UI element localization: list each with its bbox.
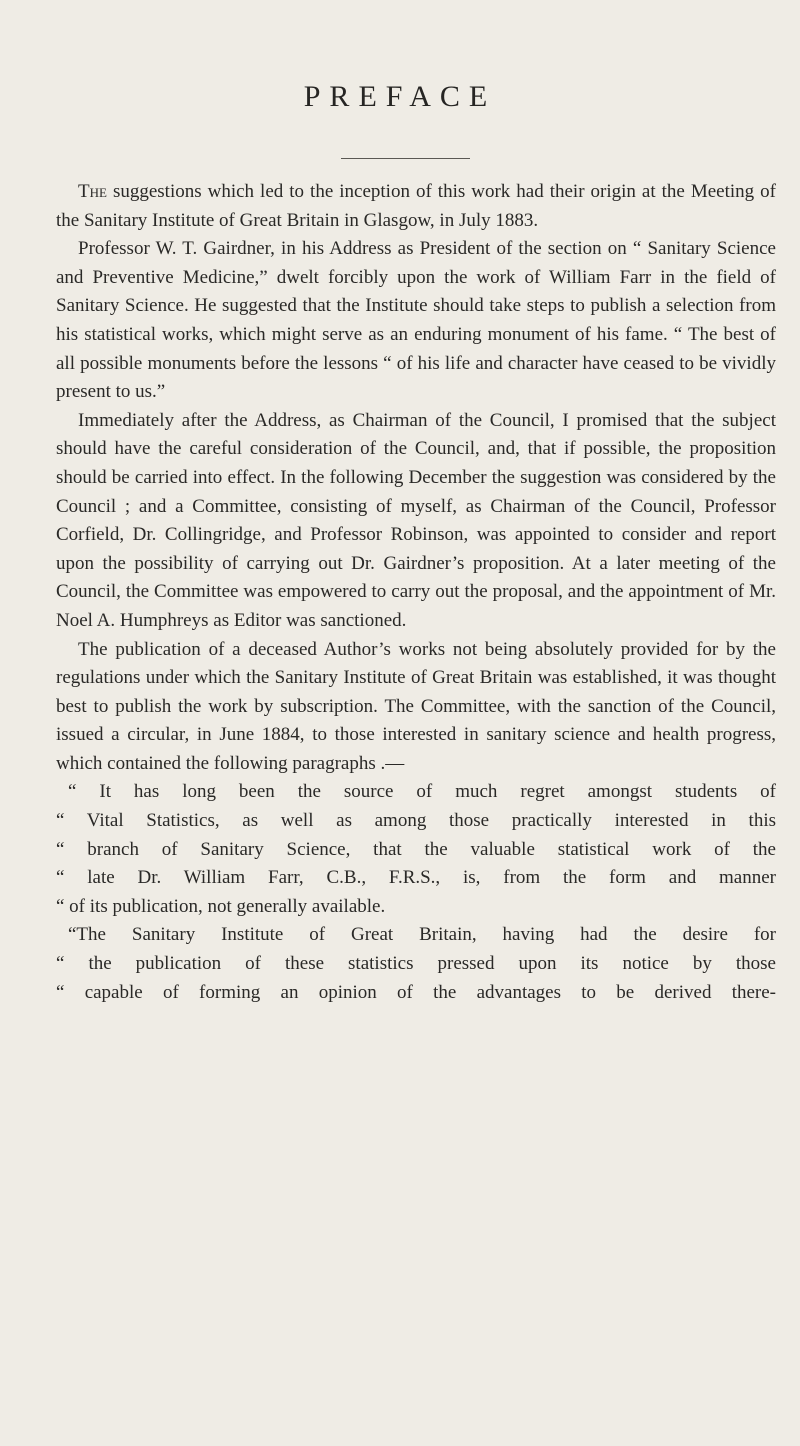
- quote-line: “ of its publication, not generally available.: [56, 895, 386, 917]
- paragraph-text: The publication of a deceased Author’s works not being absolutely provided for by the regulations under which the Sanitary Institute of Great Britain was established, it was thought best to publish the work by subscription. The Committee, with the sanction of the Council, issued a circular, in June 1884, to those interested in sanitary science and health progress, which contained the following paragraphs .—: [56, 638, 776, 774]
- paragraph-lead-word: The: [78, 181, 107, 202]
- quote-line: “ capable of forming an opinion of the advantages to be derived there-: [56, 981, 776, 1003]
- paragraph-2: [56, 235, 776, 407]
- paragraph-text: Professor W. T. Gairdner, in his Address as President of the section on “ Sanitary Science and Preventive Medicine,” dwelt forcibly upon the work of William Farr in the field of Sanitary Science. He suggested that the Institute should take steps to publish a selection from his statistical works, which might serve as an enduring monument of his fame. “ The best of all possible monuments before the lessons “ of his life and character have ceased to be vividly present to us.”: [56, 238, 776, 403]
- quote-line: “ late Dr. William Farr, C.B., F.R.S., is, from the form and manner: [56, 867, 776, 889]
- title-divider: [341, 158, 470, 159]
- quote-line: “ It has long been the source of much regret amongst students of: [68, 781, 776, 803]
- quoted-circular-paragraph-1: [56, 778, 776, 921]
- paragraph-text: Immediately after the Address, as Chairman of the Council, I promised that the subject should have the careful consideration of the Council, and, that if possible, the proposition should be carried into effect. In the following December the suggestion was considered by the Council ; and a Committee, consisting of myself, as Chairman of the Council, Professor Corfield, Dr. Collingridge, and Professor Robinson, was appointed to consider and report upon the possibility of carrying out Dr. Gairdner’s proposition. At a later meeting of the Council, the Committee was empowered to carry out the proposal, and the appointment of Mr. Noel A. Humphreys as Editor was sanctioned.: [56, 409, 776, 631]
- quote-line: “ the publication of these statistics pressed upon its notice by those: [56, 953, 776, 975]
- page-title: PREFACE: [303, 80, 497, 113]
- paragraph-text: suggestions which led to the inception of this work had their origin at the Meeting of the Sanitary Institute of Great Britain in Glasgow, in July 1883.: [56, 181, 776, 231]
- preface-body: [56, 178, 776, 1007]
- quote-line: “The Sanitary Institute of Great Britain, having had the desire for: [68, 924, 776, 946]
- quoted-circular-paragraph-2: [56, 921, 776, 1007]
- quote-line: “ Vital Statistics, as well as among those practically interested in this: [56, 810, 776, 832]
- paragraph-3: [56, 407, 776, 636]
- paragraph-4: [56, 636, 776, 779]
- quote-line: “ branch of Sanitary Science, that the valuable statistical work of the: [56, 838, 776, 860]
- paragraph-1: [56, 178, 776, 235]
